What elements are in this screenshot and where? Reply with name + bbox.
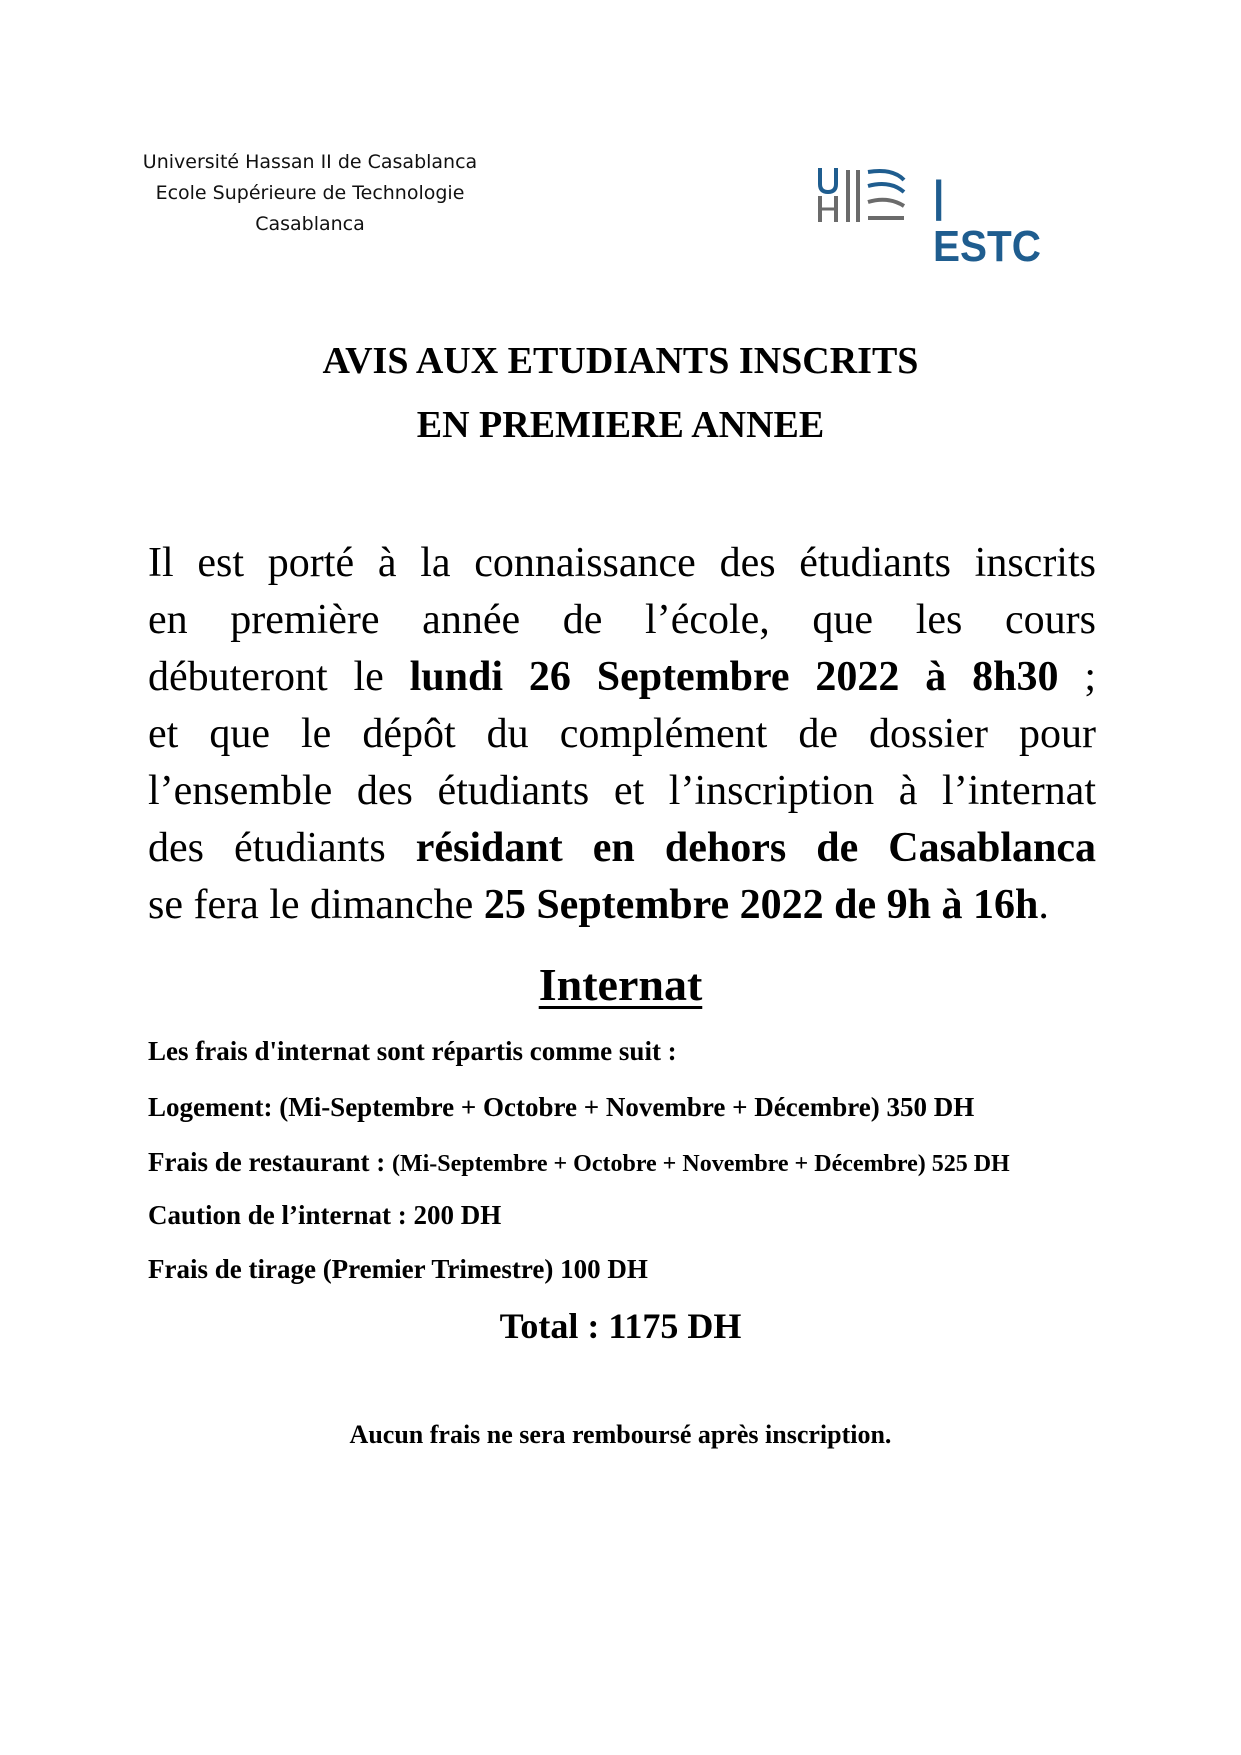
title-line-1: AVIS AUX ETUDIANTS INSCRITS <box>322 340 919 382</box>
estc-logo-text: | ESTC <box>933 172 1041 271</box>
paragraph-line: et que le dépôt du complément de dossier pour <box>148 711 1096 757</box>
paragraph-line <box>148 820 1096 877</box>
paragraph-text: . <box>1038 882 1049 928</box>
course-start-date: lundi 26 Septembre 2022 à 8h30 <box>409 654 1059 700</box>
fee-restaurant-label: Frais de restaurant : <box>148 1147 392 1177</box>
announcement-paragraph <box>148 535 1096 934</box>
uh2c-estc-logo <box>818 166 1048 271</box>
school-name: Ecole Supérieure de Technologie <box>155 182 465 204</box>
fee-caution: Caution de l’internat : 200 DH <box>148 1200 502 1230</box>
university-name: Université Hassan II de Casablanca <box>142 151 478 173</box>
uh2c-logo-icon <box>818 166 928 224</box>
paragraph-text: ; <box>1058 654 1096 700</box>
fee-tirage: Frais de tirage (Premier Trimestre) 100 DH <box>148 1254 648 1284</box>
school-city: Casablanca <box>255 213 365 235</box>
paragraph-text: se fera le dimanche <box>148 882 484 928</box>
refund-notice: Aucun frais ne sera remboursé après inscription. <box>349 1420 892 1449</box>
paragraph-line: en première année de l’école, que les cours <box>148 597 1096 643</box>
paragraph-text: des étudiants <box>148 825 416 871</box>
registration-date: 25 Septembre 2022 de 9h à 16h <box>483 882 1039 928</box>
fees-total: Total : 1175 DH <box>499 1306 742 1346</box>
fee-logement: Logement: (Mi-Septembre + Octobre + Novembre + Décembre) 350 DH <box>148 1092 975 1122</box>
residency-condition: résidant en dehors de Casablanca <box>415 825 1096 871</box>
institution-header <box>130 147 490 240</box>
internat-heading <box>0 955 1241 1015</box>
paragraph-line <box>148 877 1096 934</box>
title-line-2: EN PREMIERE ANNEE <box>416 404 825 446</box>
fee-restaurant-detail: (Mi-Septembre + Octobre + Novembre + Décembre) 525 DH <box>391 1151 1010 1177</box>
paragraph-text: débuteront le <box>148 654 410 700</box>
internat-heading-text: Internat <box>538 959 703 1010</box>
notice-title <box>0 329 1241 457</box>
fees-intro: Les frais d'internat sont répartis comme suit : <box>148 1036 677 1066</box>
paragraph-line: Il est porté à la connaissance des étudiants inscrits <box>148 540 1096 586</box>
paragraph-line: l’ensemble des étudiants et l’inscription à l’internat <box>148 768 1096 814</box>
paragraph-line <box>148 649 1096 706</box>
fee-restaurant <box>148 1147 1010 1178</box>
